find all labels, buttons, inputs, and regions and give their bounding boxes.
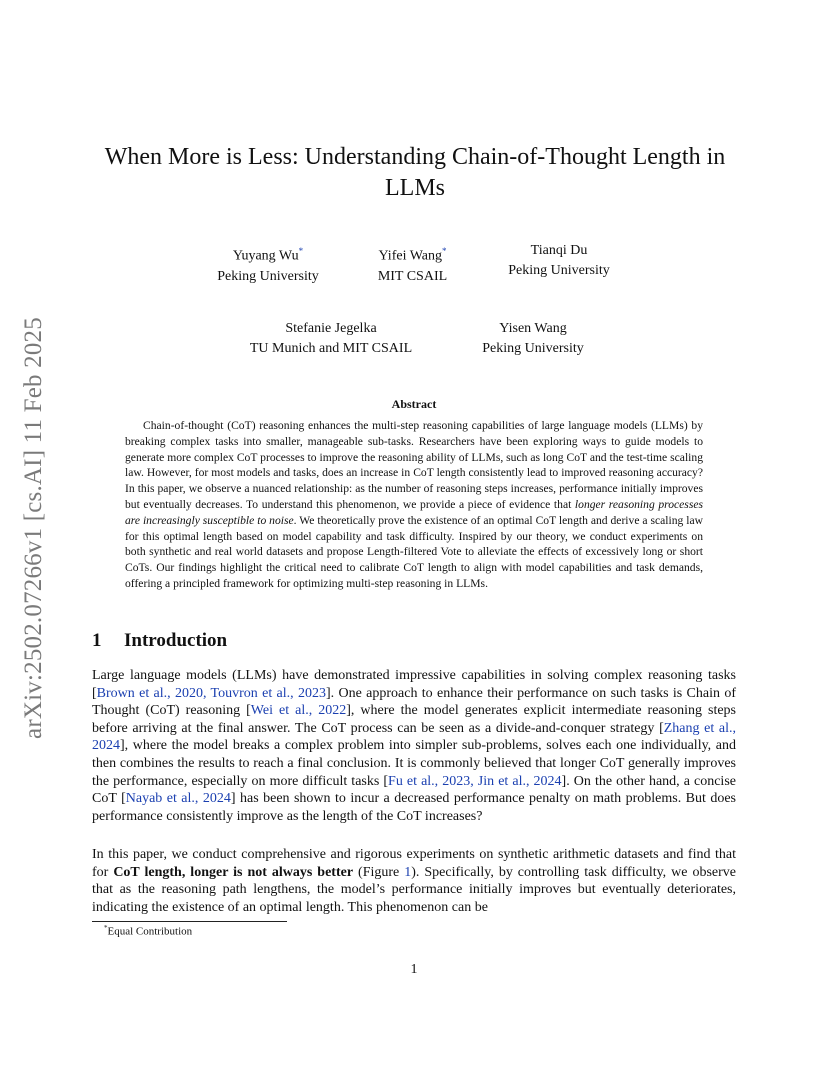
abstract-emphasis: longer reasoning processes are increasingly susceptible to noise <box>125 497 703 527</box>
abstract-heading: Abstract <box>391 397 437 411</box>
key-finding-bold: CoT length, longer is not always better <box>113 864 354 880</box>
author-block <box>350 241 475 287</box>
author-name: Yisen Wang <box>499 321 567 336</box>
citation-link[interactable]: Zhang et al., 2024 <box>92 720 736 754</box>
footnote <box>104 924 192 938</box>
author-name: Yuyang Wu <box>232 248 299 264</box>
equal-contribution-mark[interactable]: * <box>442 246 447 256</box>
equal-contribution-mark[interactable]: * <box>298 246 304 256</box>
citation-link[interactable]: Nayab et al., 2024 <box>125 791 231 807</box>
section-title: Introduction <box>124 630 228 651</box>
arxiv-identifier-stamp: arXiv:2502.07266v1 [cs.AI] 11 Feb 2025 <box>20 316 47 739</box>
author-name: Stefanie Jegelka <box>285 321 377 336</box>
page-number: 1 <box>410 962 418 977</box>
author-block <box>480 241 638 281</box>
footnote-text: Equal Contribution <box>107 925 193 938</box>
author-block <box>220 319 442 359</box>
author-affiliation: Peking University <box>217 268 319 284</box>
section-heading <box>92 630 227 652</box>
author-affiliation: Peking University <box>482 341 584 356</box>
paper-title: When More is Less: Understanding Chain-of-Thought Length in LLMs <box>104 144 726 201</box>
intro-paragraph-1: Large language models (LLMs) have demonstrated impressive capabilities in solving complex reasoning tasks [Brown et al., 2020, Touvron et al., 2023]. One approach to enhance their performance on such tasks is Chain of Thought (CoT) reasoning [Wei et al., 2022], where the model generates explicit intermediate reasoning steps before arriving at the final answer. The CoT process can be seen as a divide-and-conquer strategy [Zhang et al., 2024], where the model breaks a complex problem into simpler sub-problems, solves each one individually, and then combines the results to reach a final conclusion. It is commonly believed that longer CoT generally improves the performance, especially on more difficult tasks [Fu et al., 2023, Jin et al., 2024]. On the other hand, a concise CoT [Nayab et al., 2024] has been shown to incur a decreased performance penalty on math problems. But does performance consistently improve as the length of the CoT increases? <box>92 668 736 824</box>
figure-reference-link[interactable]: 1 <box>404 864 412 880</box>
intro-paragraph-2: In this paper, we conduct comprehensive and rigorous experiments on synthetic arithmetic datasets and find that for CoT length, longer is not always better (Figure 1). Specifically, by controlling task difficulty, we observe that as the reasoning path lengthens, the model’s performance initially improves but eventually deteriorates, indicating the existence of an optimal length. This phenomenon can be <box>92 847 737 915</box>
citation-link[interactable]: Brown et al., 2020, Touvron et al., 2023 <box>96 685 326 701</box>
author-affiliation: MIT CSAIL <box>377 268 448 284</box>
section-number: 1 <box>92 630 102 651</box>
author-name: Yifei Wang <box>378 248 443 264</box>
author-name: Tianqi Du <box>530 243 588 258</box>
author-affiliation: Peking University <box>508 263 610 278</box>
author-block <box>190 241 346 287</box>
author-affiliation: TU Munich and MIT CSAIL <box>249 341 413 356</box>
abstract-text: Chain-of-thought (CoT) reasoning enhances the multi-step reasoning capabilities of large language models (LLMs) by breaking complex tasks into smaller, manageable sub-tasks. Researchers have been exploring ways to guide models to generate more complex CoT processes to improve the reasoning ability of LLMs, such as long CoT and the test-time scaling law. However, for most models and tasks, does an increase in CoT length consistently lead to improved reasoning accuracy? In this paper, we observe a nuanced relationship: as the number of reasoning steps increases, performance initially improves but eventually decreases. To understand this phenomenon, we provide a piece of evidence that longer reasoning processes are increasingly susceptible to noise. We theoretically prove the existence of an optimal CoT length and derive a scaling law for this optimal length based on model capability and task difficulty. Inspired by our theory, we conduct experiments on both synthetic and real world datasets and propose Length-filtered Vote to alleviate the effects of excessively long or short CoTs. Our findings highlight the critical need to calibrate CoT length to align with model capabilities and task demands, offering a principled framework for optimizing multi-step reasoning in LLMs. <box>125 419 703 590</box>
author-block <box>458 319 608 359</box>
citation-link[interactable]: Wei et al., 2022 <box>250 703 347 719</box>
footnote-divider <box>92 921 287 922</box>
citation-link[interactable]: Fu et al., 2023, Jin et al., 2024 <box>388 773 562 789</box>
footnote-mark: * <box>104 924 108 932</box>
